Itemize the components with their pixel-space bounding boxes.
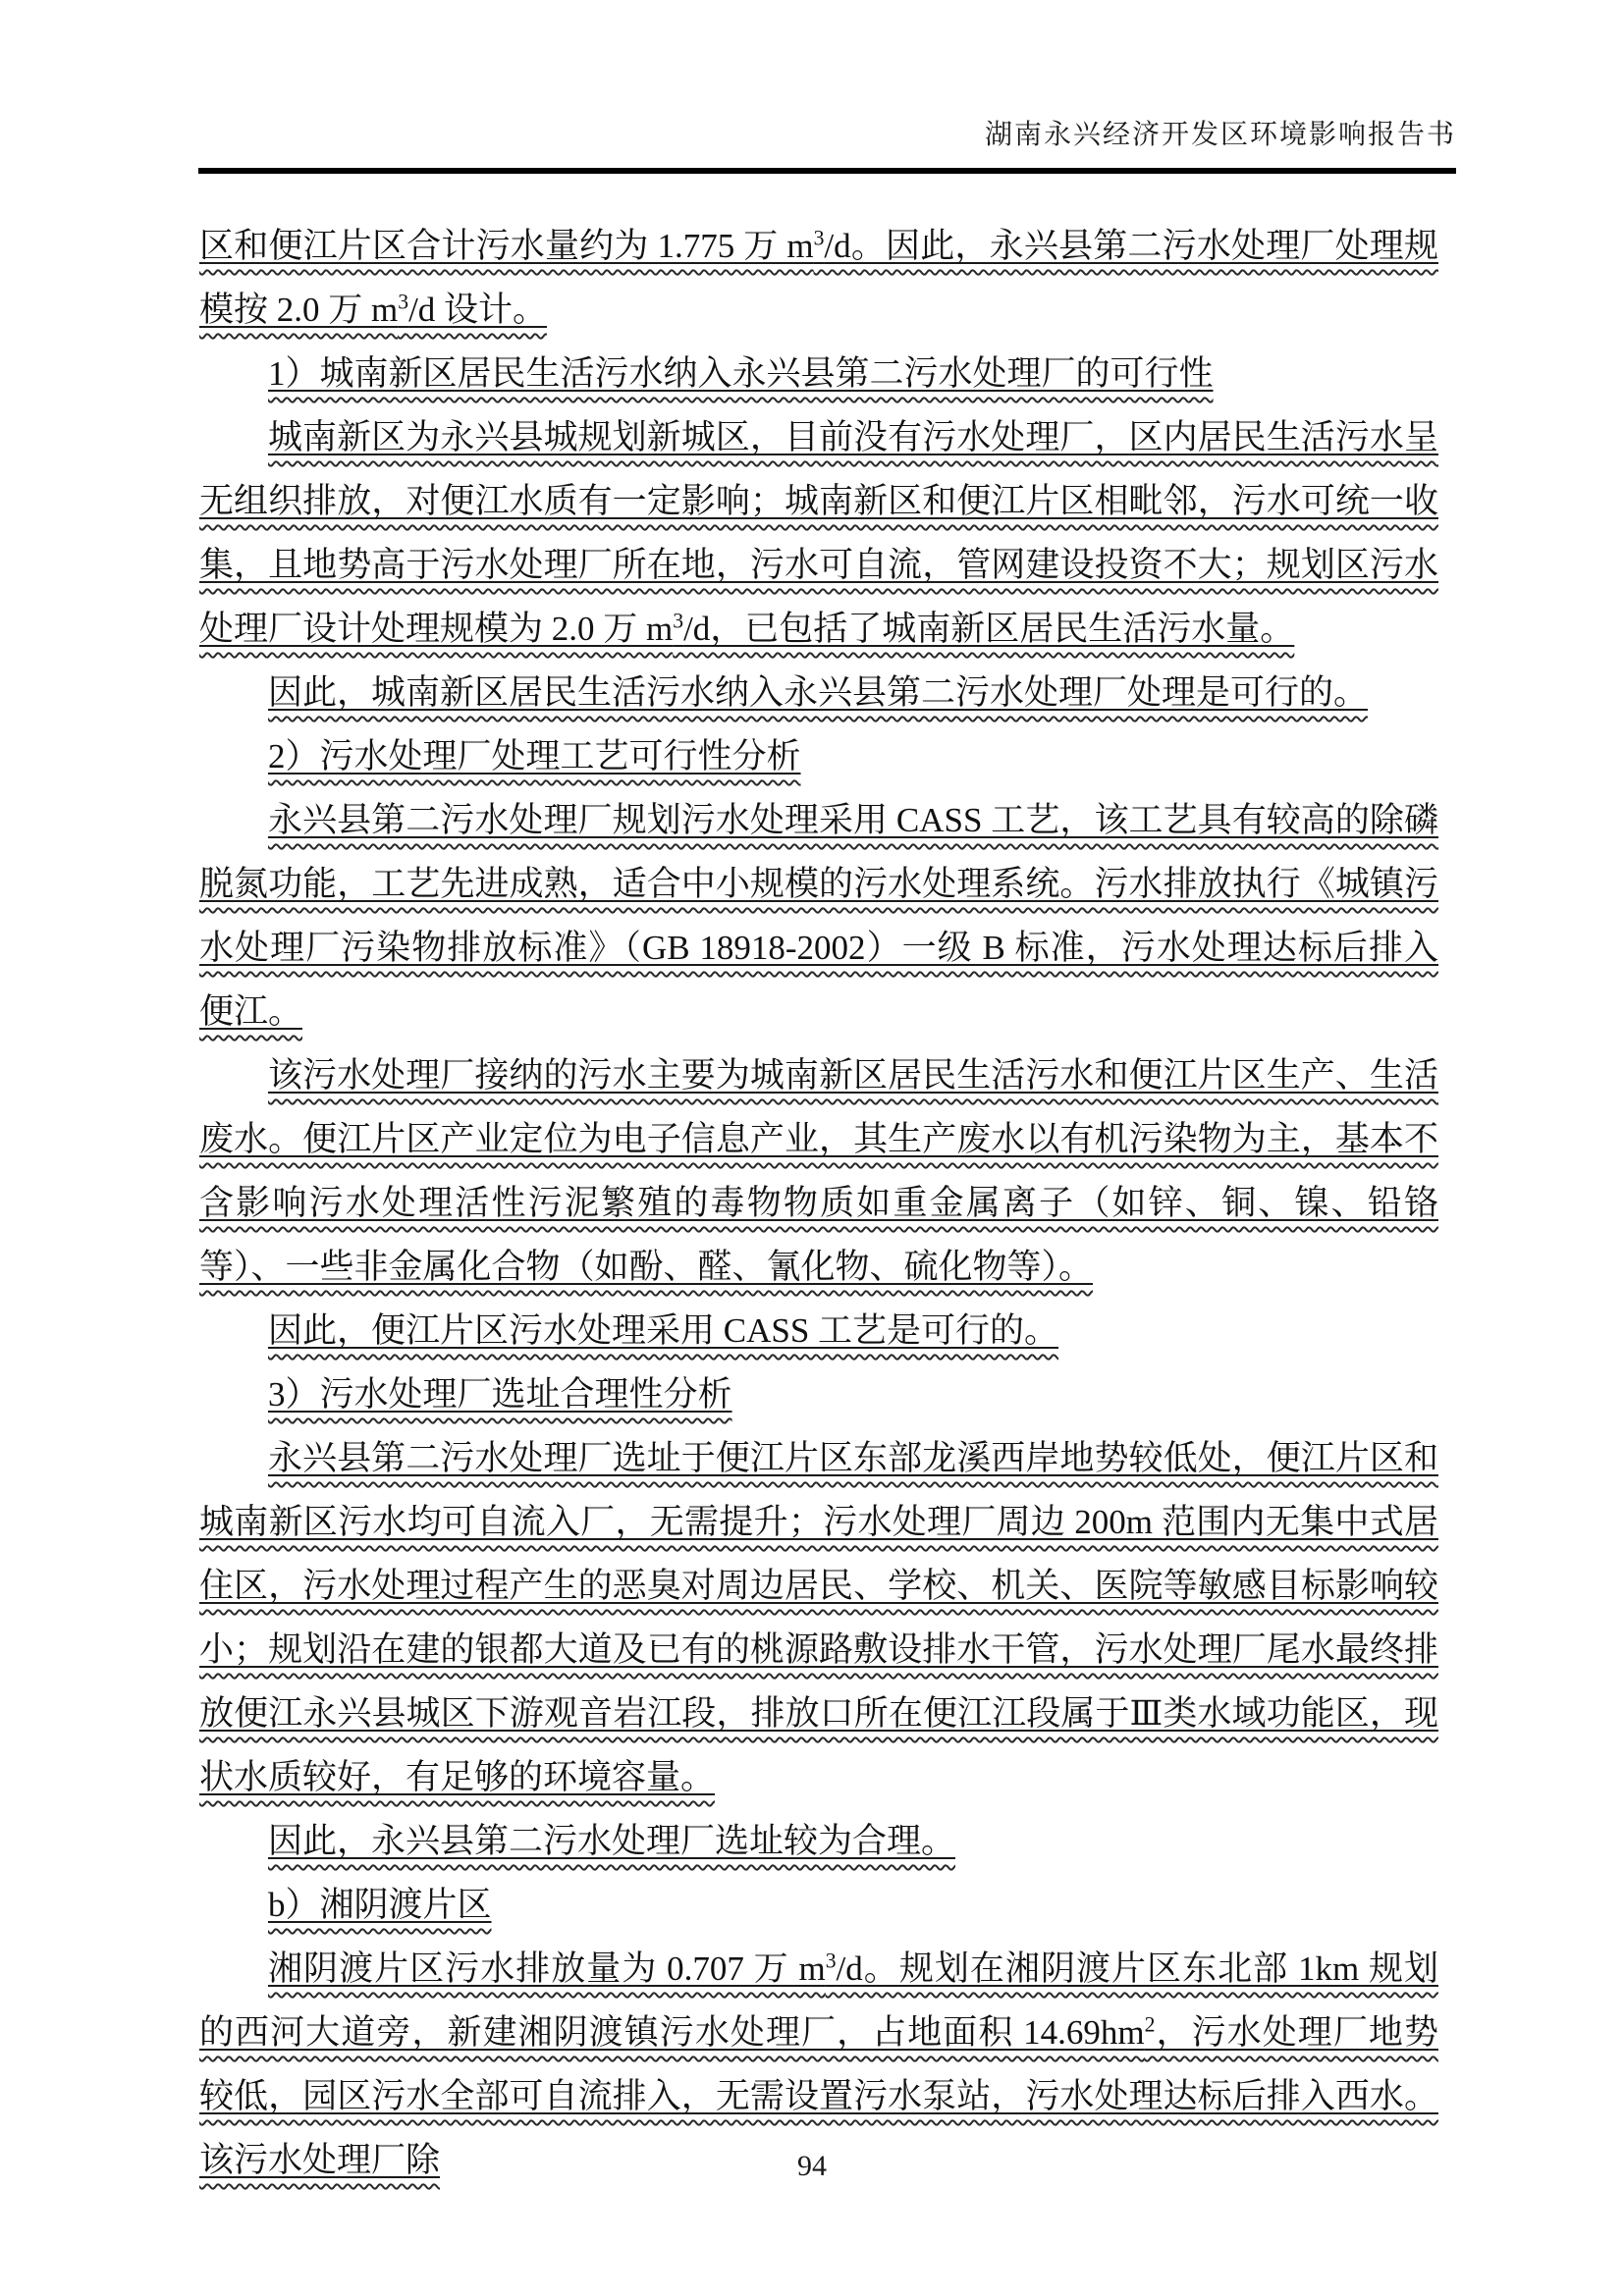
- revision-underline-solid: 城南新区为永兴县城规划新城区，目前没有污水处理厂，区内居民生活污水呈无组织排放，对便江水质有一定影响；城南新区和便江片区相毗邻，污水可统一收集，且地势高于污水处理厂所在地，污水可自流，管网建设投资不大；规划区污水处理厂设计处理规模为 2.0 万 $m^3/d$，已包括了城南新区居民生活污水量。: [199, 418, 1438, 648]
- revision-underline-solid: 3）污水处理厂选址合理性分析: [268, 1375, 732, 1414]
- revision-underline-solid: 1）城南新区居民生活污水纳入永兴县第二污水处理厂的可行性: [268, 354, 1214, 393]
- paragraph-heading: [199, 342, 1438, 405]
- paragraph: [199, 214, 1438, 342]
- revision-underline-wavy: [268, 1822, 955, 1860]
- revision-underline-wavy: [268, 673, 1368, 712]
- paragraph-heading: [199, 1873, 1438, 1937]
- paragraph: [199, 1043, 1438, 1299]
- superscript: 3: [813, 226, 825, 250]
- paragraph-heading: [199, 724, 1438, 788]
- revision-underline-solid: 因此，城南新区居民生活污水纳入永兴县第二污水处理厂处理是可行的。: [268, 673, 1369, 712]
- revision-underline-solid: 该污水处理厂接纳的污水主要为城南新区居民生活污水和便江片区生产、生活废水。便江片区产业定位为电子信息产业，其生产废水以有机污染物为主，基本不含影响污水处理活性污泥繁殖的毒物物质如重金属离子（如锌、铜、镍、铅铬等）、一些非金属化合物（如酚、醛、氰化物、硫化物等）。: [199, 1056, 1438, 1286]
- header-rule: [198, 168, 1456, 174]
- revision-underline-solid: 因此，便江片区污水处理采用 CASS 工艺是可行的。: [268, 1311, 1059, 1350]
- paragraph: [199, 661, 1438, 724]
- paragraph: [199, 1426, 1438, 1809]
- paragraph: [199, 1809, 1438, 1873]
- paragraph: [199, 1299, 1438, 1362]
- revision-underline-wavy: [199, 801, 1438, 1031]
- paragraph-heading: [199, 1362, 1438, 1426]
- superscript: 3: [825, 1949, 837, 1973]
- paragraph: [199, 788, 1438, 1043]
- revision-underline-solid: b）湘阴渡片区: [268, 1886, 492, 1924]
- superscript: 2: [1144, 2012, 1156, 2037]
- revision-underline-wavy: [199, 1439, 1438, 1796]
- document-body: [199, 214, 1438, 2192]
- revision-underline-wavy: [268, 1311, 1058, 1350]
- revision-underline-solid: 区和便江片区合计污水量约为 1.775 万 $m^3/d$。因此，永兴县第二污水处理厂处理规模按 2.0 万 $m^3/d$ 设计。: [199, 226, 1438, 329]
- revision-underline-solid: 永兴县第二污水处理厂选址于便江片区东部龙溪西岸地势较低处，便江片区和城南新区污水均可自流入厂，无需提升；污水处理厂周边 200m 范围内无集中式居住区，污水处理过程产生的恶臭对周边居民、学校、机关、医院等敏感目标影响较小；规划沿在建的银都大道及已有的桃源路敷设排水干管，污水处理厂尾水最终排放便江永兴县城区下游观音岩江段，排放口所在便江江段属于Ⅲ类水域功能区，现状水质较好，有足够的环境容量。: [199, 1439, 1438, 1796]
- revision-underline-wavy: [199, 1056, 1438, 1286]
- revision-underline-wavy: [199, 1949, 1438, 2179]
- revision-underline-solid: 永兴县第二污水处理厂规划污水处理采用 CASS 工艺，该工艺具有较高的除磷脱氮功能，工艺先进成熟，适合中小规模的污水处理系统。污水排放执行《城镇污水处理厂污染物排放标准》（GB 18918-2002）一级 B 标准，污水处理达标后排入便江。: [199, 801, 1438, 1031]
- revision-underline-wavy: [268, 1886, 492, 1924]
- revision-underline-wavy: [199, 227, 1438, 329]
- superscript: 3: [673, 609, 684, 633]
- revision-underline-wavy: [268, 354, 1214, 393]
- revision-underline-solid: 湘阴渡片区污水排放量为 0.707 万 $m^3/d$。规划在湘阴渡片区东北部 1km 规划的西河大道旁，新建湘阴渡镇污水处理厂，占地面积 $14.69hm^2$，污水处理厂地势较低，园区污水全部可自流排入，无需设置污水泵站，污水处理达标后排入西水。该污水处理厂除: [199, 1949, 1438, 2179]
- revision-underline-solid: 2）污水处理厂处理工艺可行性分析: [268, 737, 801, 775]
- page-header-title: 湖南永兴经济开发区环境影响报告书: [984, 120, 1456, 150]
- revision-underline-wavy: [268, 737, 801, 775]
- revision-underline-wavy: [199, 418, 1438, 648]
- page-number: 94: [797, 2150, 827, 2182]
- revision-underline-wavy: [268, 1375, 732, 1414]
- paragraph: [199, 405, 1438, 661]
- superscript: 3: [398, 290, 409, 314]
- revision-underline-solid: 因此，永兴县第二污水处理厂选址较为合理。: [268, 1822, 956, 1860]
